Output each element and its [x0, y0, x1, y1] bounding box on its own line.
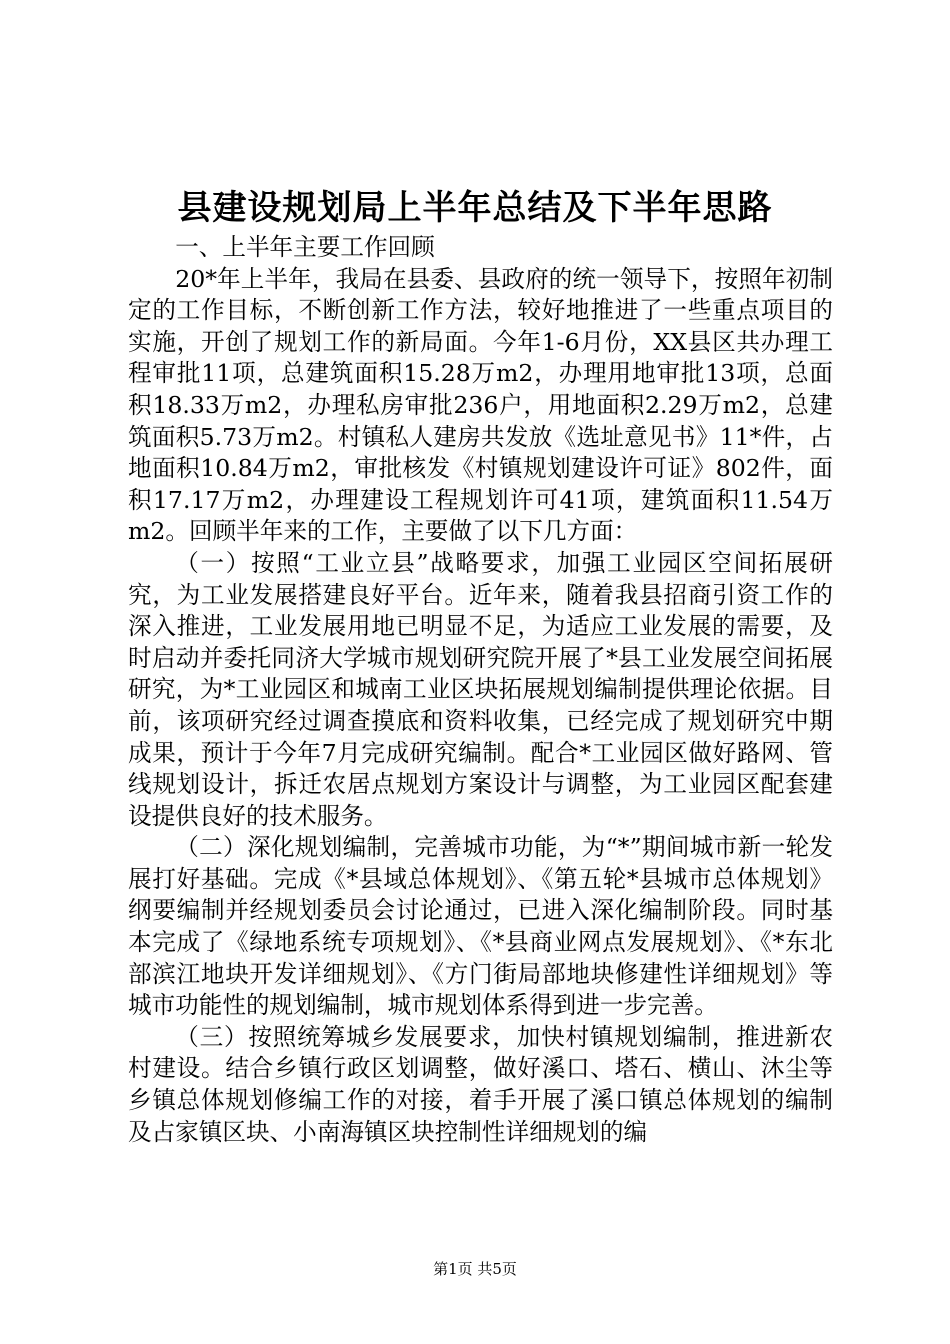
- paragraph-item-3: （三）按照统筹城乡发展要求，加快村镇规划编制，推进新农村建设。结合乡镇行政区划调整，做好溪口、塔石、横山、沐尘等乡镇总体规划修编工作的对接，着手开展了溪口镇总体规划的编制及占家镇区块、小南海镇区块控制性详细规划的编: [128, 1022, 833, 1146]
- paragraph-item-1: （一）按照“工业立县”战略要求，加强工业园区空间拓展研究，为工业发展搭建良好平台。近年来，随着我县招商引资工作的深入推进，工业发展用地已明显不足，为适应工业发展的需要，及时启动并委托同济大学城市规划研究院开展了*县工业发展空间拓展研究，为*工业园区和城南工业区块拓展规划编制提供理论依据。目前，该项研究经过调查摸底和资料收集，已经完成了规划研究中期成果，预计于今年7月完成研究编制。配合*工业园区做好路网、管线规划设计，拆迁农居点规划方案设计与调整，为工业园区配套建设提供良好的技术服务。: [128, 548, 833, 830]
- document-title: 县建设规划局上半年总结及下半年思路: [177, 188, 773, 228]
- page-footer: 第1页 共5页: [433, 1260, 517, 1278]
- section-heading: 一、上半年主要工作回顾: [175, 233, 435, 261]
- document-body: [128, 232, 833, 1148]
- paragraph-overview: 20*年上半年，我局在县委、县政府的统一领导下，按照年初制定的工作目标，不断创新工作方法，较好地推进了一些重点项目的实施，开创了规划工作的新局面。今年1-6月份，XX县区共办理工程审批11项，总建筑面积15.28万m2，办理用地审批13项，总面积18.33万m2，办理私房审批236户，用地面积2.29万m2，总建筑面积5.73万m2。村镇私人建房共发放《选址意见书》11*件，占地面积10.84万m2，审批核发《村镇规划建设许可证》802件，面积17.17万m2，办理建设工程规划许可41项，建筑面积11.54万m2。回顾半年来的工作，主要做了以下几方面：: [128, 264, 833, 546]
- paragraph-item-2: （二）深化规划编制，完善城市功能，为“*”期间城市新一轮发展打好基础。完成《*县域总体规划》、《第五轮*县城市总体规划》纲要编制并经规划委员会讨论通过，已进入深化编制阶段。同时基本完成了《绿地系统专项规划》、《*县商业网点发展规划》、《*东北部滨江地块开发详细规划》、《方门街局部地块修建性详细规划》等城市功能性的规划编制，城市规划体系得到进一步完善。: [128, 833, 833, 1020]
